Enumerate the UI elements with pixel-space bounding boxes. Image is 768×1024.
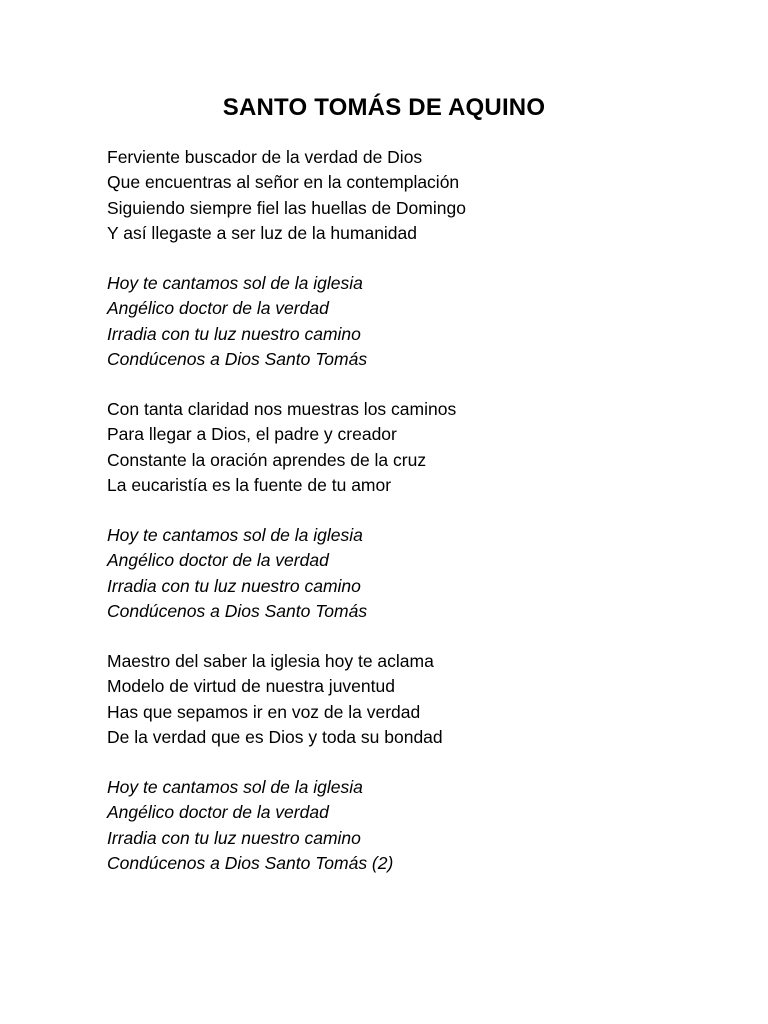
- chorus-3: [107, 775, 393, 876]
- chorus-line: Irradia con tu luz nuestro camino: [107, 827, 361, 848]
- lyric-line: Para llegar a Dios, el padre y creador: [107, 424, 397, 445]
- lyric-line: Siguiendo siempre fiel las huellas de Domingo: [107, 197, 466, 218]
- verse-2: [107, 397, 456, 498]
- lyric-line: La eucaristía es la fuente de tu amor: [107, 474, 392, 495]
- chorus-line: Hoy te cantamos sol de la iglesia: [107, 777, 363, 797]
- chorus-line: Condúcenos a Dios Santo Tomás (2): [107, 852, 394, 873]
- verse-3: [107, 649, 443, 750]
- chorus-line: Angélico doctor de la verdad: [107, 550, 329, 571]
- lyric-line: Modelo de virtud de nuestra juventud: [107, 676, 395, 697]
- chorus-line: Condúcenos a Dios Santo Tomás: [107, 348, 368, 369]
- lyric-line: Que encuentras al señor en la contemplación: [107, 172, 460, 193]
- chorus-line: Hoy te cantamos sol de la iglesia: [107, 525, 363, 545]
- chorus-line: Condúcenos a Dios Santo Tomás: [107, 600, 368, 621]
- page-title: SANTO TOMÁS DE AQUINO: [222, 94, 546, 121]
- lyric-line: Con tanta claridad nos muestras los caminos: [107, 399, 457, 419]
- verse-1: [107, 145, 466, 246]
- chorus-line: Angélico doctor de la verdad: [107, 298, 329, 319]
- lyric-line: De la verdad que es Dios y toda su bondad: [107, 726, 443, 747]
- chorus-line: Angélico doctor de la verdad: [107, 802, 329, 823]
- lyric-line: Y así llegaste a ser luz de la humanidad: [107, 222, 418, 243]
- chorus-line: Irradia con tu luz nuestro camino: [107, 575, 361, 596]
- lyric-line: Maestro del saber la iglesia hoy te aclama: [107, 651, 434, 671]
- chorus-line: Irradia con tu luz nuestro camino: [107, 323, 361, 344]
- chorus-2: [107, 523, 367, 624]
- lyric-line: Constante la oración aprendes de la cruz: [107, 449, 427, 470]
- lyric-line: Has que sepamos ir en voz de la verdad: [107, 701, 421, 722]
- chorus-line: Hoy te cantamos sol de la iglesia: [107, 273, 363, 293]
- lyric-line: Ferviente buscador de la verdad de Dios: [107, 147, 423, 167]
- chorus-1: [107, 271, 367, 372]
